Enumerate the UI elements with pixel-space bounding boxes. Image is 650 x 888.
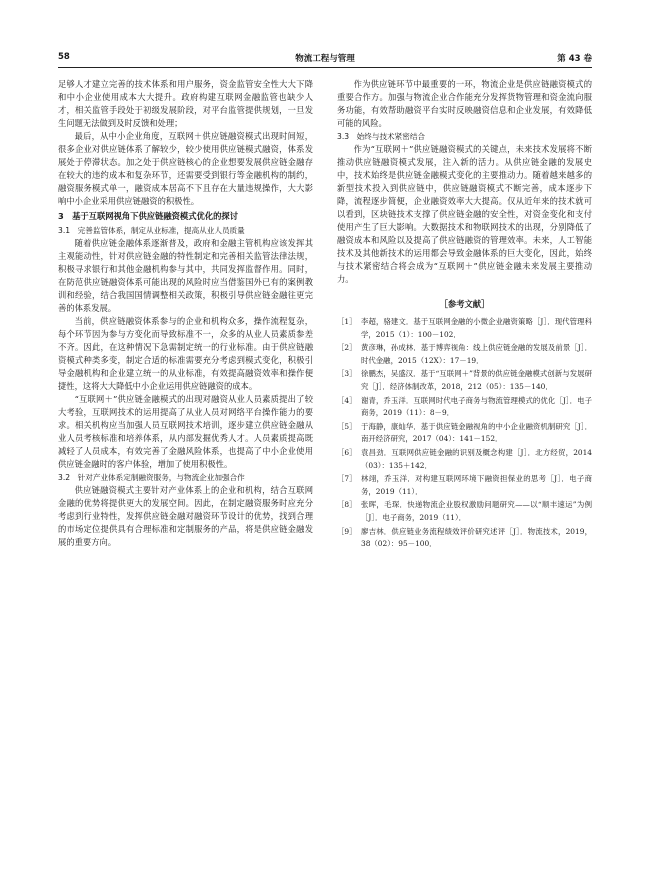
subsection-heading: 3.1 完善监管体系，制定从业标准，提高从业人员质量 (58, 226, 245, 235)
left-column (58, 78, 313, 549)
reference-number: ［5］ (337, 421, 357, 431)
volume-label: 第 43 卷 (557, 54, 592, 64)
page-number: 58 (58, 52, 70, 62)
reference-item (337, 368, 592, 393)
reference-item (337, 342, 592, 367)
references-heading: ［参考文献］ (439, 299, 490, 309)
reference-item (337, 473, 592, 498)
reference-number: ［6］ (337, 447, 357, 457)
reference-item (337, 395, 592, 420)
paragraph: 作为“互联网＋”供应链融资模式的关键点，未来技术发展将不断推动供应链融资模式发展，注入新的活力。从供应链金融的发展史中，技术始终是供应链金融模式变化的主要推动力。随着越来越多的新型技术投入到供应链中，供应链融资模式不断完善，成本逐步下降，流程逐步简便，企业融资效率大大提高。仅从近年来的技术就可以看到，区块链技术支撑了供应链金融的安全性，对资金变化和支付使用产生了巨大影响。大数据技术和物联网技术的出现，分别降低了融资成本和风险以及提高了供应链融资的管理效率。未来，人工智能技术及其他新技术的运用都会导致金融体系的巨大变化，因此，始终与技术紧密结合将会成为“互联网＋”供应链金融未来发展主要推动力。 (337, 144, 592, 284)
paragraph: 当前，供应链融资体系参与的企业和机构众多，操作流程复杂，每个环节因为参与方变化而导致标准不一，众多的从业人员素质参差不齐。因此，在这种情况下急需制定统一的行业标准。由于供应链融资模式种类多变，制定合适的标准需要充分考虑到模式变化，积极引导金融机构和企业建立统一的从业标准，有效提高融资效率和操作便捷性，这将大大降低中小企业运用供应链融资的成本。 (58, 316, 313, 391)
reference-number: ［8］ (337, 500, 357, 510)
reference-item (337, 447, 592, 472)
reference-text: 于海静，康灿华．基于供应链金融视角的中小企业融资机制研究［J］．南开经济研究，2017（04）：141－152． (361, 421, 592, 444)
reference-number: ［3］ (337, 369, 357, 379)
journal-title: 物流工程与管理 (295, 54, 355, 64)
reference-number: ［9］ (337, 526, 357, 536)
reference-number: ［1］ (337, 317, 357, 326)
reference-text: 林翊，乔玉洋．对构建互联网环境下融资担保业的思考［J］．电子商务，2019（11）． (361, 474, 592, 496)
subsection-heading: 3.3 始终与技术紧密结合 (337, 132, 426, 141)
reference-number: ［7］ (337, 474, 357, 484)
paragraph: 作为供应链环节中最重要的一环，物流企业是供应链融资模式的重要合作方。加强与物流企业合作能充分发挥货物管理和资金流向服务功能，有效帮助融资平台实时反映融资信息和企业发展，有效降低可能的风险。 (337, 79, 592, 128)
reference-text: 谢青，乔玉洋．互联网时代电子商务与物流管理模式的优化［J］．电子商务，2019（11）：8－9． (361, 395, 592, 418)
running-header (58, 52, 592, 68)
section-heading: 3 基于互联网视角下供应链融资模式优化的探讨 (58, 211, 239, 221)
paragraph: 供应链融资模式主要针对产业体系上的企业和机构，结合互联网金融的优势将提供更大的发展空间。因此，在制定融资服务时应充分考虑到行业特性，发挥供应链金融对融资环节设计的优势，找到合理的市场定位提供具有合理标准和定制服务的产品，将是供应链金融发展的重要方向。 (58, 485, 313, 547)
reference-item (337, 421, 592, 446)
header-rule (58, 67, 592, 68)
reference-number: ［2］ (337, 343, 357, 353)
reference-item (337, 499, 592, 524)
reference-text: 黄彦琳，孙成林．基于博弈视角：线上供应链金融的发展及前景［J］．时代金融，2015（12X）：17－19． (361, 343, 592, 365)
reference-text: 廖吉林．供应链业务流程绩效评价研究述评［J］．物流技术，2019，38（02）：95－100． (361, 526, 592, 549)
right-column (337, 78, 592, 552)
reference-item (337, 526, 592, 551)
paragraph: 足够人才建立完善的技术体系和用户服务，资金监管安全性大大下降和中小企业使用成本大大提升。政府构建互联网金融监管也缺少人才，相关监管手段处于初级发展阶段，对平台监管提供规划，一旦发生问题无法做到及时反馈和处理； (58, 79, 313, 128)
subsection-heading: 3.2 针对产业体系定制融资服务，与物流企业加强合作 (58, 473, 245, 482)
reference-text: 李超，骆建文．基于互联网金融的小微企业融资策略［J］．现代管理科学，2015（1）：100－102． (361, 317, 592, 339)
reference-text: 徐鹏杰，吴盛汉．基于“互联网＋”背景的供应链金融模式创新与发展研究［J］．经济体制改革，2018，212（05）：135－140． (361, 369, 592, 391)
paragraph: 最后，从中小企业角度，互联网＋供应链融资模式出现时间短，很多企业对供应链体系了解较少，较少使用供应链模式融资，体系发展处于停滞状态。加之处于供应链核心的企业想要发展供应链金融存在较大的违约成本和复杂环节，还需要受到银行等金融机构的制约，融资服务模式单一，融资成本居高不下且存在大量违规操作，大大影响中小企业采用供应链融资的积极性。 (58, 131, 313, 206)
paragraph: “互联网＋”供应链金融模式的出现对融资从业人员素质提出了较大考验，互联网技术的运用提高了从业人员对网络平台操作能力的要求。相关机构应当加强人员互联网技术培训，逐步建立供应链金融从业人员考核标准和培养体系，从内部发掘优秀人才。人员素质提高既减轻了人员成本，有效完善了金融风险体系，也提高了中小企业使用供应链金融时的客户体验，增加了使用积极性。 (58, 394, 313, 469)
paragraph: 随着供应链金融体系逐渐普及，政府和金融主管机构应该发挥其主观能动性，针对供应链金融的特性制定和完善相关监管法律法规，积极寻求银行和其他金融机构参与其中，共同发挥监督作用。同时，在防范供应链融资体系可能出现的风险时应当借鉴国外已有的案例教训和经验，结合我国国情调整相关政策，积极引导供应链金融往更完善的体系发展。 (58, 238, 313, 313)
reference-item (337, 316, 592, 341)
reference-list (337, 316, 592, 551)
reference-number: ［4］ (337, 395, 357, 405)
reference-text: 袁昌劲．互联网供应链金融的识别及概念构建［J］．北方经贸，2014（03）：135＋142． (361, 447, 592, 470)
reference-text: 张晖，毛琛．快递物流企业股权激励问题研究——以“顺丰速运”为例［J］．电子商务，2019（11）． (361, 500, 592, 522)
